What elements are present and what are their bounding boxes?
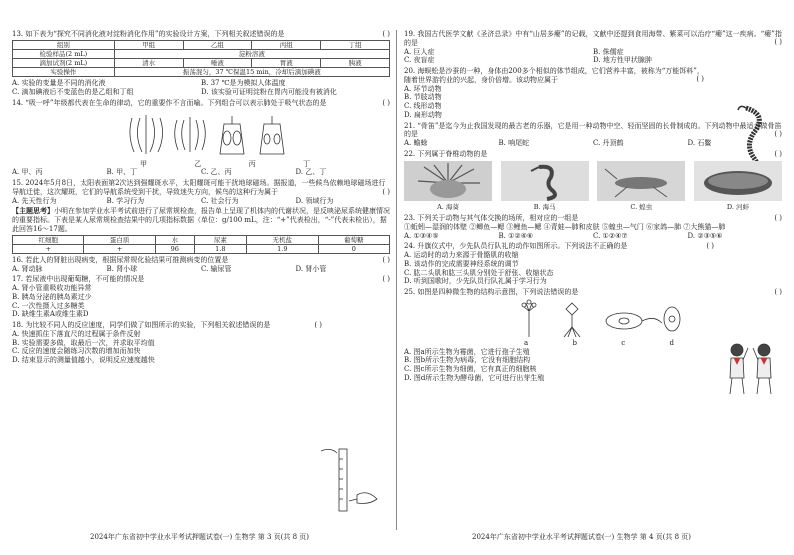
table-header: 甲组 (114, 40, 183, 49)
answer-paren: ( ) (774, 214, 782, 222)
options (12, 197, 390, 206)
table-header: 蛋白质 (84, 235, 155, 244)
question-17 (12, 275, 390, 319)
option-d: D. 结束显示的测量值越小，说明反应速度越快 (12, 356, 155, 364)
option-a: A. 肾动脉 (12, 264, 43, 273)
option-b: B. 节肢动物 (404, 93, 442, 102)
table-cell: 1.9 (247, 244, 318, 253)
left-column (12, 30, 390, 367)
table-cell: + (13, 244, 84, 253)
question-23 (404, 214, 782, 240)
option-c: C. 线形动物 (404, 102, 442, 110)
question-23-items: ①蚯蚓—湿润的体壁 ②鲫鱼—鳃 ③鲤鱼—鳃 ④青蛙—肺和皮肤 ⑤蝗虫—气门 ⑥家鸽—肺 ⑦大熊猫—肺 (404, 222, 726, 231)
fig-label: c (621, 338, 626, 347)
urine-table (12, 235, 390, 254)
question-19-stem: 19. 我国古代医学文献《圣济总录》中有“山居多瘿”的记载，文献中还提到食用海带、紫菜可以治疗“瘿”这一疾病。“瘿”指的是 (404, 30, 782, 47)
options (404, 348, 782, 383)
fig-label: b (572, 338, 577, 347)
fig-label: 丙 (248, 159, 256, 168)
option-c: C. 一次性摄入过多糖类 (12, 301, 85, 310)
option-a: A. 肾小管重吸收功能异常 (12, 284, 92, 292)
option-d: D. 领域行为 (295, 196, 334, 205)
option-c: C. 乙、丙 (201, 168, 232, 177)
option-a: A. 蟾蜍 (404, 139, 428, 147)
table-header: 组别 (13, 40, 115, 49)
answer-paren: ( ) (382, 30, 390, 38)
question-13-stem: 13. 如下表为“探究不同消化液对淀粉消化作用”的实验设计方案，下列相关叙述错误的是 (12, 30, 285, 38)
option-a: A. 图a所示生物为霉菌，它进行孢子生殖 (404, 347, 530, 356)
option-a: A. 巨人症 (404, 47, 435, 56)
table-cell: 淀粉溶液 (114, 49, 389, 58)
page-footer-right: 2024年广东省初中学业水平考试押题试卷(一) 生物学 第 4 页(共 8 页) (472, 533, 691, 541)
option-c: C. 肱二头肌和肱三头肌分别处于舒张、收缩状态 (404, 268, 554, 277)
options (404, 85, 704, 120)
answer-paren: ( ) (774, 130, 782, 138)
table-header: 葡萄糖 (318, 235, 389, 244)
options (404, 251, 714, 286)
locust-photo (597, 161, 685, 201)
option-c: C. 蝗虫 (630, 203, 653, 212)
question-22-stem: 22. 下列属于脊椎动物的是 (404, 149, 488, 158)
table-cell: 清水 (114, 59, 183, 68)
question-16-stem: 16. 若此人的肾脏出现病变，根据尿常规化验结果可推测病变的位置是 (12, 255, 229, 264)
table-header: 红细胞 (13, 235, 84, 244)
option-a: A. 运动时的动力来源于骨骼肌的收缩 (404, 251, 519, 259)
table-cell: 1.8 (194, 244, 246, 253)
question-17-stem: 17. 若尿液中出现葡萄糖，不可能的情况是 (12, 275, 145, 284)
option-b: B. 图b所示生物为病毒，它没有细胞结构 (404, 356, 531, 365)
option-a: A. 海葵 (437, 203, 459, 212)
microbe-diagram (514, 297, 684, 339)
seahorse-photo (501, 161, 589, 201)
table-header: 水 (155, 235, 194, 244)
option-c: C. 图c所示生物为细菌，它有真正的细胞核 (404, 365, 537, 373)
option-d: D. 缺维生素A或维生素D (12, 310, 89, 319)
table-cell: 96 (155, 244, 194, 253)
option-d: D. 乙、丁 (295, 168, 327, 177)
answer-paren: ( ) (774, 38, 782, 47)
table-header: 无机盐 (247, 235, 318, 244)
fig-label: a (524, 338, 529, 347)
answer-paren: ( ) (382, 275, 390, 284)
answer-paren: ( ) (706, 242, 714, 251)
question-20-stem: 20. 海蜈蚣是沙蚕的一种，身体由200多个相似的体节组成，它们营养丰富，被称为“万能饵料”，随着世界游钓业的兴起，身价倍增。该动物应属于 (404, 67, 704, 84)
option-a: A. 快速抓住下落直尺的过程属于条件反射 (12, 329, 141, 338)
option-c: C. 丹顶鹤 (593, 139, 624, 147)
table-cell: 滴加试剂(2 mL) (13, 59, 115, 68)
question-13 (12, 30, 390, 97)
option-d: D. ②③⑤⑥ (687, 231, 723, 240)
option-b: B. 37 ℃是为模拟人体温度 (201, 79, 286, 88)
microbe-figure (514, 297, 684, 339)
animal-photos (404, 161, 782, 213)
clam-photo (694, 161, 782, 201)
option-d: D. 图d所示生物为酵母菌，它可进行出芽生殖 (404, 373, 545, 382)
options (404, 139, 782, 148)
question-16 (12, 256, 390, 274)
table-cell: 实验操作 (13, 68, 115, 77)
answer-paren: ( ) (774, 149, 782, 158)
table-cell: 检验样品(2 mL) (13, 49, 115, 58)
fig-label: 丁 (302, 159, 310, 168)
theme-title: 【主题思考】 (12, 206, 54, 216)
question-21-stem: 21. “骨笛”是迄今为止我国发现的最古老的乐器，它是用一种动物中空、轻而坚固的长骨制成的。下列动物中最适合做骨笛的是 (404, 121, 782, 139)
question-23-stem: 23. 下列关于动物与其气体交换的场所，相对应的一组是 (404, 214, 579, 222)
question-24 (404, 242, 714, 286)
question-21 (404, 122, 782, 148)
table-header: 乙组 (183, 40, 252, 49)
figure-labels (140, 160, 310, 169)
option-b: B. 响尾蛇 (498, 139, 530, 147)
answer-paren: ( ) (382, 187, 390, 196)
fig-label: 乙 (194, 159, 202, 168)
options (12, 330, 312, 365)
options (404, 232, 782, 241)
options (12, 79, 390, 97)
answer-paren: ( ) (382, 98, 390, 107)
options (12, 265, 390, 274)
options (12, 284, 390, 319)
question-18-stem: 18. 为比较不同人的反应速度，同学们做了如图所示的实验，下列相关叙述错误的是 (12, 321, 271, 329)
table-header: 丙组 (252, 40, 321, 49)
option-b: B. ①②④⑥ (498, 231, 534, 240)
options (12, 168, 390, 177)
option-d: D. 该实验可证明淀粉在胃内可能没有被消化 (201, 88, 337, 96)
answer-paren: ( ) (696, 74, 704, 83)
option-d: D. 河蚌 (726, 203, 750, 212)
option-d: D. 扁形动物 (404, 110, 442, 119)
sea-anemone-photo (404, 161, 492, 201)
options (404, 48, 782, 66)
ruler-experiment-figure (317, 445, 387, 515)
table-cell: 胃液 (252, 59, 321, 68)
question-14-stem: 14. “吸一呼”年级都代表在生命的律动，它的重要作不言而喻。下列组合可以表示肺处于吸气状态的是 (12, 98, 327, 107)
option-b: B. 海马 (533, 203, 556, 212)
table-header: 尿素 (194, 235, 246, 244)
option-c: C. 输尿管 (201, 264, 232, 273)
option-c: C. 滴加碘液后不变蓝色的是乙组和丁组 (12, 88, 134, 96)
option-c: C. 社会行为 (201, 196, 239, 205)
question-19 (404, 30, 782, 65)
option-d: D. 地方性甲状腺肿 (593, 56, 652, 65)
figure-labels (524, 339, 674, 348)
option-c: C. ①②④⑦ (593, 231, 628, 240)
option-b: B. 该动作的完成需要神经系统的调节 (404, 259, 519, 268)
question-22 (404, 150, 782, 212)
option-b: B. 胰岛分泌的胰岛素过少 (12, 292, 92, 301)
option-d: D. 听到国歌时，少先队员行队礼属于学习行为 (404, 277, 547, 286)
fig-label: 甲 (140, 159, 147, 168)
table-header: 丁组 (321, 40, 390, 49)
option-a: A. 先天性行为 (12, 196, 57, 205)
table-cell: 振荡混匀，37 ℃保温15 min，冷却后滴加碘液 (114, 68, 389, 77)
option-a: A. 环节动物 (404, 84, 442, 93)
question-15 (12, 179, 390, 205)
option-b: B. 侏儒症 (593, 47, 624, 56)
answer-paren: ( ) (382, 255, 390, 264)
table-cell: 0 (318, 244, 389, 253)
fig-label: d (669, 338, 674, 347)
question-20 (404, 67, 704, 120)
answer-paren: ( ) (314, 321, 322, 329)
option-c: C. 夜盲症 (404, 56, 435, 65)
question-14 (12, 99, 390, 177)
question-24-stem: 24. 升旗仪式中，少先队员行队礼的动作如图所示。下列说法不正确的是 (404, 242, 628, 251)
theme-section (12, 207, 390, 254)
option-d: D. 石鳖 (687, 139, 712, 147)
option-a: A. 甲、丙 (12, 168, 43, 177)
answer-paren: ( ) (774, 288, 782, 296)
ribcage-diagram (122, 110, 312, 160)
table-cell: 唾液 (183, 59, 252, 68)
theme-text: 小明在参加学业水平考试前进行了尿常规检查，报告单上呈现了机体内的代谢状况，是反映泌尿系统健康情况的重要指标。下表是某人尿常规检查结果中的几项指标数据（单位：g/100 mL，注：“+”代表检出，“-”代表未检出），据此回答16～17题。 (12, 207, 390, 233)
page-footer-left: 2024年广东省初中学业水平考试押题试卷(一) 生物学 第 3 页(共 8 页) (90, 533, 309, 541)
option-b: B. 实验需要多做，取最后一次，并求取平均值 (12, 338, 155, 347)
option-b: B. 甲、丁 (106, 168, 138, 177)
option-c: C. 反应的速度会随练习次数的增加而加快 (12, 347, 141, 356)
option-a: A. ①③④⑤ (404, 231, 439, 240)
table-cell: + (84, 244, 155, 253)
right-column (404, 30, 782, 385)
column-divider (396, 30, 397, 530)
option-d: D. 肾小管 (295, 264, 327, 273)
lung-figure (122, 110, 312, 160)
question-25 (404, 288, 782, 383)
table-cell: 胰液 (321, 59, 390, 68)
option-b: B. 学习行为 (106, 196, 145, 205)
option-b: B. 肾小球 (106, 264, 138, 273)
option-a: A. 实验的变量是不同的消化液 (12, 79, 106, 88)
question-25-stem: 25. 如图是四种微生物的结构示意图，下列说法错误的是 (404, 288, 579, 296)
question-18 (12, 321, 322, 365)
q13-table (12, 40, 390, 78)
question-15-stem: 15. 2024年5月8日，太阳表面第2次达到强耀斑水平，太阳耀斑可能干扰地球磁场。据报道，一些候鸟依赖地球磁场进行导航迁徙，这次耀斑，它们的导航系统受到干扰，导致迷失方向，候鸟的这种行为属于 (12, 179, 386, 196)
